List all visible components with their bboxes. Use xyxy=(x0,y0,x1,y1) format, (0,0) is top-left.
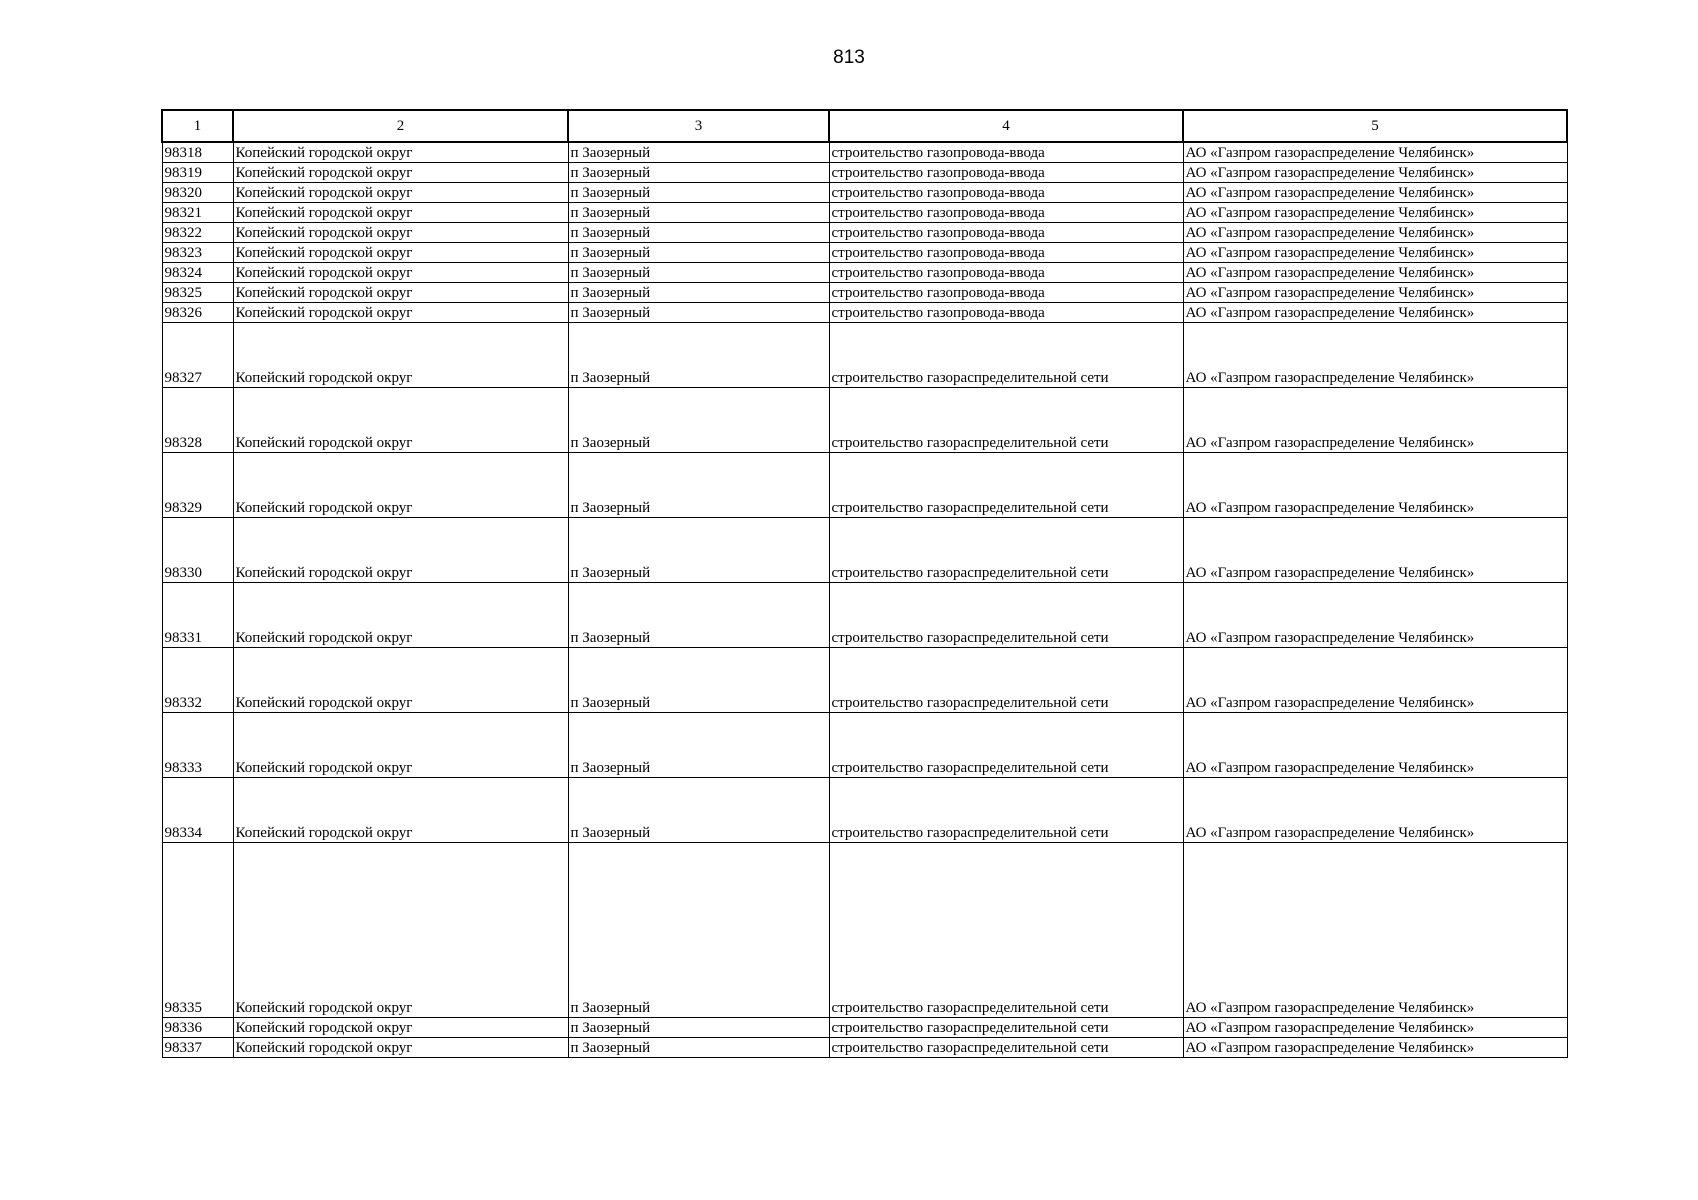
cell-organization: АО «Газпром газораспределение Челябинск» xyxy=(1183,223,1567,243)
table-row xyxy=(162,518,1567,583)
cell-organization: АО «Газпром газораспределение Челябинск» xyxy=(1183,142,1567,163)
cell-settlement: п Заозерный xyxy=(568,183,829,203)
table-row xyxy=(162,778,1567,843)
cell-organization: АО «Газпром газораспределение Челябинск» xyxy=(1183,388,1567,453)
cell-number: 98327 xyxy=(162,323,233,388)
cell-municipality: Копейский городской округ xyxy=(233,183,568,203)
table-row xyxy=(162,1018,1567,1038)
cell-municipality: Копейский городской округ xyxy=(233,648,568,713)
cell-organization: АО «Газпром газораспределение Челябинск» xyxy=(1183,583,1567,648)
column-header-4: 4 xyxy=(829,110,1183,142)
cell-work-type: строительство газораспределительной сети xyxy=(829,1018,1183,1038)
cell-municipality: Копейский городской округ xyxy=(233,518,568,583)
cell-settlement: п Заозерный xyxy=(568,303,829,323)
cell-settlement: п Заозерный xyxy=(568,518,829,583)
cell-settlement: п Заозерный xyxy=(568,243,829,263)
cell-municipality: Копейский городской округ xyxy=(233,142,568,163)
cell-settlement: п Заозерный xyxy=(568,263,829,283)
cell-settlement: п Заозерный xyxy=(568,648,829,713)
cell-number: 98326 xyxy=(162,303,233,323)
cell-number: 98331 xyxy=(162,583,233,648)
cell-settlement: п Заозерный xyxy=(568,778,829,843)
cell-municipality: Копейский городской округ xyxy=(233,1038,568,1058)
cell-work-type: строительство газопровода-ввода xyxy=(829,303,1183,323)
cell-work-type: строительство газораспределительной сети xyxy=(829,648,1183,713)
cell-organization: АО «Газпром газораспределение Челябинск» xyxy=(1183,453,1567,518)
table-row xyxy=(162,323,1567,388)
cell-organization: АО «Газпром газораспределение Челябинск» xyxy=(1183,1038,1567,1058)
cell-work-type: строительство газопровода-ввода xyxy=(829,183,1183,203)
header-row xyxy=(162,110,1567,142)
cell-work-type: строительство газопровода-ввода xyxy=(829,283,1183,303)
cell-municipality: Копейский городской округ xyxy=(233,453,568,518)
cell-organization: АО «Газпром газораспределение Челябинск» xyxy=(1183,183,1567,203)
cell-work-type: строительство газораспределительной сети xyxy=(829,453,1183,518)
cell-work-type: строительство газораспределительной сети xyxy=(829,388,1183,453)
cell-work-type: строительство газораспределительной сети xyxy=(829,323,1183,388)
table-row xyxy=(162,203,1567,223)
cell-municipality: Копейский городской округ xyxy=(233,713,568,778)
registry-table xyxy=(161,109,1568,1058)
cell-work-type: строительство газопровода-ввода xyxy=(829,223,1183,243)
cell-number: 98336 xyxy=(162,1018,233,1038)
cell-number: 98329 xyxy=(162,453,233,518)
table-row xyxy=(162,263,1567,283)
cell-settlement: п Заозерный xyxy=(568,223,829,243)
cell-number: 98333 xyxy=(162,713,233,778)
table-row xyxy=(162,843,1567,1018)
cell-municipality: Копейский городской округ xyxy=(233,223,568,243)
cell-settlement: п Заозерный xyxy=(568,163,829,183)
cell-work-type: строительство газопровода-ввода xyxy=(829,243,1183,263)
table-row xyxy=(162,713,1567,778)
table-row xyxy=(162,1038,1567,1058)
cell-work-type: строительство газопровода-ввода xyxy=(829,142,1183,163)
table-row xyxy=(162,142,1567,163)
cell-settlement: п Заозерный xyxy=(568,1018,829,1038)
cell-municipality: Копейский городской округ xyxy=(233,583,568,648)
table-row xyxy=(162,453,1567,518)
cell-number: 98324 xyxy=(162,263,233,283)
table-row xyxy=(162,163,1567,183)
table-row xyxy=(162,223,1567,243)
cell-number: 98334 xyxy=(162,778,233,843)
cell-number: 98322 xyxy=(162,223,233,243)
cell-municipality: Копейский городской округ xyxy=(233,283,568,303)
table-body xyxy=(162,142,1567,1058)
cell-settlement: п Заозерный xyxy=(568,203,829,223)
table-row xyxy=(162,283,1567,303)
cell-number: 98321 xyxy=(162,203,233,223)
cell-number: 98319 xyxy=(162,163,233,183)
cell-number: 98330 xyxy=(162,518,233,583)
column-header-5: 5 xyxy=(1183,110,1567,142)
cell-municipality: Копейский городской округ xyxy=(233,388,568,453)
column-header-1: 1 xyxy=(162,110,233,142)
cell-settlement: п Заозерный xyxy=(568,1038,829,1058)
cell-municipality: Копейский городской округ xyxy=(233,303,568,323)
cell-number: 98332 xyxy=(162,648,233,713)
cell-number: 98320 xyxy=(162,183,233,203)
cell-work-type: строительство газораспределительной сети xyxy=(829,1038,1183,1058)
cell-work-type: строительство газораспределительной сети xyxy=(829,778,1183,843)
column-header-2: 2 xyxy=(233,110,568,142)
cell-settlement: п Заозерный xyxy=(568,453,829,518)
cell-organization: АО «Газпром газораспределение Челябинск» xyxy=(1183,323,1567,388)
cell-work-type: строительство газораспределительной сети xyxy=(829,518,1183,583)
table-row xyxy=(162,303,1567,323)
cell-settlement: п Заозерный xyxy=(568,843,829,1018)
cell-municipality: Копейский городской округ xyxy=(233,243,568,263)
cell-municipality: Копейский городской округ xyxy=(233,843,568,1018)
cell-organization: АО «Газпром газораспределение Челябинск» xyxy=(1183,648,1567,713)
cell-work-type: строительство газопровода-ввода xyxy=(829,163,1183,183)
cell-municipality: Копейский городской округ xyxy=(233,203,568,223)
page-number: 813 xyxy=(833,47,865,68)
cell-work-type: строительство газопровода-ввода xyxy=(829,203,1183,223)
cell-organization: АО «Газпром газораспределение Челябинск» xyxy=(1183,203,1567,223)
cell-number: 98335 xyxy=(162,843,233,1018)
cell-municipality: Копейский городской округ xyxy=(233,323,568,388)
table-row xyxy=(162,243,1567,263)
cell-organization: АО «Газпром газораспределение Челябинск» xyxy=(1183,518,1567,583)
table-row xyxy=(162,388,1567,453)
table-row xyxy=(162,648,1567,713)
cell-settlement: п Заозерный xyxy=(568,142,829,163)
cell-organization: АО «Газпром газораспределение Челябинск» xyxy=(1183,163,1567,183)
cell-municipality: Копейский городской округ xyxy=(233,778,568,843)
table-header xyxy=(162,110,1567,142)
cell-organization: АО «Газпром газораспределение Челябинск» xyxy=(1183,1018,1567,1038)
cell-settlement: п Заозерный xyxy=(568,583,829,648)
cell-settlement: п Заозерный xyxy=(568,388,829,453)
cell-number: 98337 xyxy=(162,1038,233,1058)
column-header-3: 3 xyxy=(568,110,829,142)
cell-number: 98328 xyxy=(162,388,233,453)
table-row xyxy=(162,183,1567,203)
cell-organization: АО «Газпром газораспределение Челябинск» xyxy=(1183,243,1567,263)
cell-settlement: п Заозерный xyxy=(568,323,829,388)
cell-municipality: Копейский городской округ xyxy=(233,1018,568,1038)
cell-organization: АО «Газпром газораспределение Челябинск» xyxy=(1183,263,1567,283)
cell-number: 98323 xyxy=(162,243,233,263)
cell-work-type: строительство газопровода-ввода xyxy=(829,263,1183,283)
cell-settlement: п Заозерный xyxy=(568,283,829,303)
table-row xyxy=(162,583,1567,648)
cell-organization: АО «Газпром газораспределение Челябинск» xyxy=(1183,778,1567,843)
cell-municipality: Копейский городской округ xyxy=(233,263,568,283)
cell-organization: АО «Газпром газораспределение Челябинск» xyxy=(1183,303,1567,323)
cell-municipality: Копейский городской округ xyxy=(233,163,568,183)
cell-number: 98318 xyxy=(162,142,233,163)
cell-organization: АО «Газпром газораспределение Челябинск» xyxy=(1183,843,1567,1018)
cell-organization: АО «Газпром газораспределение Челябинск» xyxy=(1183,713,1567,778)
cell-work-type: строительство газораспределительной сети xyxy=(829,843,1183,1018)
cell-work-type: строительство газораспределительной сети xyxy=(829,713,1183,778)
cell-settlement: п Заозерный xyxy=(568,713,829,778)
cell-number: 98325 xyxy=(162,283,233,303)
cell-work-type: строительство газораспределительной сети xyxy=(829,583,1183,648)
cell-organization: АО «Газпром газораспределение Челябинск» xyxy=(1183,283,1567,303)
